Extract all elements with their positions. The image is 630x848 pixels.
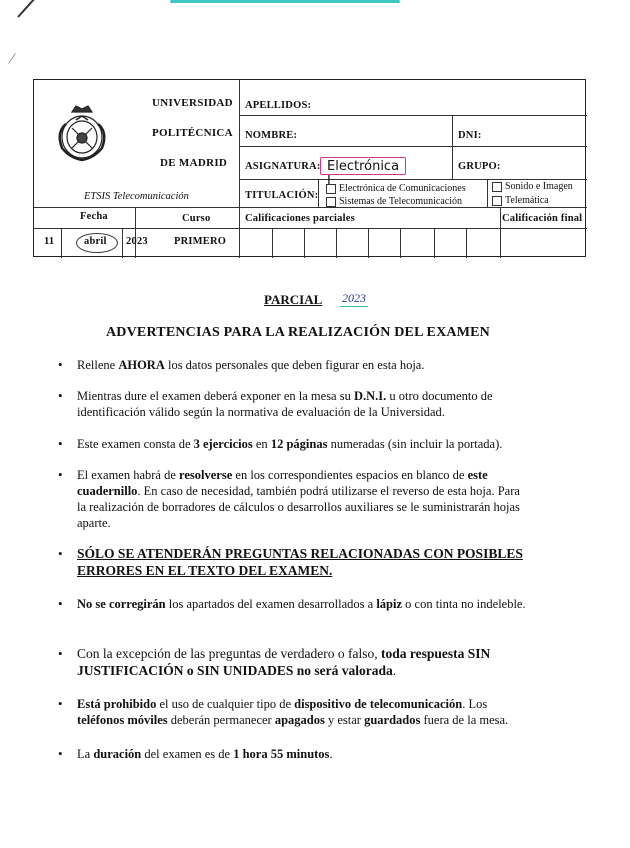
- grid-divider: [239, 146, 587, 147]
- instruction-item-6: • No se corregirán los apartados del examen desarrollados a lápiz o con tinta no indeleble.: [60, 596, 530, 612]
- grade-cell-divider: [368, 228, 369, 258]
- asignatura-value-field[interactable]: [320, 157, 406, 189]
- titulacion-option-electronica[interactable]: Electrónica de Comunicaciones: [326, 183, 466, 194]
- fecha-label: Fecha: [80, 211, 108, 222]
- exam-day: 11: [44, 236, 55, 247]
- instruction-item-4: • El examen habrá de resolverse en los correspondientes espacios en blanco de este cuadernillo. En caso de necesidad, también podrá utilizarse el reverso de esta hoja. Para la realización de borradores de cálculos o desarrollos auxiliares se le suministrarán hojas aparte.: [60, 467, 530, 531]
- checkbox-icon: [492, 182, 502, 192]
- calificacion-final-label: Calificación final: [502, 213, 583, 224]
- calificaciones-parciales-label: Calificaciones parciales: [245, 213, 355, 224]
- instruction-item-9: • La duración del examen es de 1 hora 55 minutos.: [60, 746, 530, 762]
- checkbox-icon: [326, 184, 336, 194]
- checkbox-icon: [492, 196, 502, 206]
- grid-divider: [487, 179, 488, 207]
- checkbox-icon: [326, 197, 336, 207]
- instruction-item-3: • Este examen consta de 3 ejercicios en 12 páginas numeradas (sin incluir la portada).: [60, 436, 530, 452]
- university-name-line1: UNIVERSIDAD: [152, 97, 233, 109]
- apellidos-label: APELLIDOS:: [245, 100, 312, 111]
- asignatura-label: ASIGNATURA:: [245, 161, 321, 172]
- instruction-item-8: • Está prohibido el uso de cualquier tipo de dispositivo de telecomunicación. Los teléfonos móviles deberán permanecer apagados y estar guardados fuera de la mesa.: [60, 696, 530, 728]
- grade-cell-divider: [434, 228, 435, 258]
- grid-divider: [34, 207, 587, 208]
- exam-curso: PRIMERO: [174, 236, 227, 247]
- instruction-item-5: • SÓLO SE ATENDERÁN PREGUNTAS RELACIONADAS CON POSIBLES ERRORES EN EL TEXTO DEL EXAMEN.: [60, 545, 530, 579]
- grid-divider: [239, 115, 587, 116]
- instruction-item-2: • Mientras dure el examen deberá exponer en la mesa su D.N.I. u otro documento de identificación válido según la normativa de evaluación de la Universidad.: [60, 388, 530, 420]
- grid-divider: [239, 179, 587, 180]
- titulacion-label: TITULACIÓN:: [245, 190, 319, 201]
- grid-divider: [135, 207, 136, 258]
- grupo-label: GRUPO:: [458, 161, 501, 172]
- grid-divider: [239, 80, 240, 258]
- school-name: ETSIS Telecomunicación: [84, 191, 189, 202]
- titulacion-option-telematica[interactable]: Telemática: [492, 195, 549, 206]
- grade-cell-divider: [304, 228, 305, 258]
- handwritten-year: 2023: [342, 291, 366, 305]
- curso-label: Curso: [182, 213, 211, 224]
- exam-year: 2023: [126, 236, 148, 247]
- grid-divider: [61, 228, 62, 258]
- grid-divider: [34, 228, 587, 229]
- university-crest-icon: [52, 102, 112, 164]
- instruction-item-7: • Con la excepción de las preguntas de verdadero o falso, toda respuesta SIN JUSTIFICACIÓN o SIN UNIDADES no será valorada.: [60, 645, 530, 679]
- titulacion-option-sonido[interactable]: Sonido e Imagen: [492, 181, 573, 192]
- grid-divider: [452, 115, 453, 179]
- exam-type-title: PARCIAL: [264, 292, 323, 307]
- university-name-line3: DE MADRID: [160, 157, 228, 169]
- grade-cell-divider: [272, 228, 273, 258]
- nombre-label: NOMBRE:: [245, 130, 298, 141]
- titulacion-option-sistemas[interactable]: Sistemas de Telecomunicación: [326, 196, 462, 207]
- warnings-heading: ADVERTENCIAS PARA LA REALIZACIÓN DEL EXAMEN: [106, 325, 490, 340]
- grade-cell-divider: [466, 228, 467, 258]
- asignatura-value: Electrónica I: [327, 159, 400, 189]
- instruction-item-1: • Rellene AHORA los datos personales que deben figurar en esta hoja.: [60, 357, 530, 373]
- pen-stroke-mark: [17, 0, 41, 18]
- grid-divider: [500, 207, 501, 258]
- pen-stroke-mark-small: [8, 53, 16, 63]
- grade-cell-divider: [400, 228, 401, 258]
- university-name-line2: POLITÉCNICA: [152, 127, 233, 139]
- grade-cell-divider: [336, 228, 337, 258]
- dni-label: DNI:: [458, 130, 482, 141]
- top-highlight-mark: [170, 0, 400, 3]
- exam-header-table: [33, 79, 586, 257]
- grid-divider: [122, 228, 123, 258]
- exam-month: abril: [84, 236, 107, 247]
